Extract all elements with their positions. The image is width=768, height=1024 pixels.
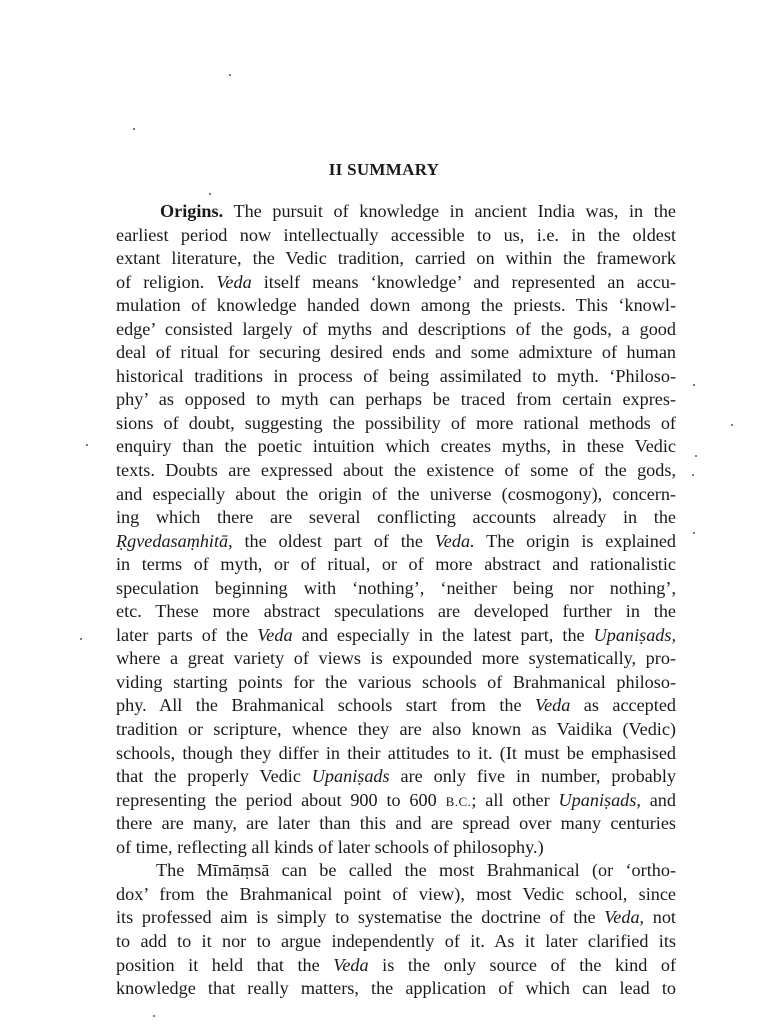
scan-speck — [693, 384, 695, 386]
text-line — [116, 859, 676, 883]
run-italic: Veda — [333, 954, 369, 975]
text-line — [116, 388, 676, 412]
text-line — [116, 624, 676, 648]
text-line — [116, 671, 676, 695]
text-line — [116, 459, 676, 483]
run-italic: Veda — [257, 624, 293, 645]
text-line — [116, 906, 676, 930]
run: , the oldest part of the — [228, 530, 435, 551]
scan-speck — [133, 128, 135, 130]
scan-speck — [86, 444, 88, 446]
run-italic: Veda, — [604, 907, 645, 928]
run-italic: Upaniṣads — [311, 766, 390, 787]
run: its professed aim is simply to systematise the doctrine of the — [116, 907, 605, 928]
run: in terms of myth, or of ritual, or of more abstract and rationalistic — [116, 554, 676, 575]
body-text — [116, 200, 676, 1001]
scan-speck — [153, 1015, 155, 1017]
text-line — [116, 247, 676, 271]
run: speculation beginning with ‘nothing’, ‘neither being nor nothing’, — [116, 577, 676, 598]
text-line — [116, 883, 676, 907]
text-line — [116, 930, 676, 954]
run: The pursuit of knowledge in ancient India was, in the — [223, 201, 676, 221]
run: schools, though they differ in their attitudes to it. (It must be emphasised — [116, 742, 676, 763]
run: phy’ as opposed to myth can perhaps be traced from certain expres- — [116, 389, 676, 410]
text-line — [116, 694, 676, 718]
run: mulation of knowledge handed down among the priests. This ‘knowl- — [116, 295, 676, 316]
text-line — [116, 294, 676, 318]
run: historical traditions in process of being assimilated to myth. ‘Philoso- — [116, 365, 676, 386]
text-line — [116, 977, 676, 1001]
text-line — [116, 553, 676, 577]
text-line — [116, 224, 676, 248]
run: enquiry than the poetic intuition which creates myths, in these Vedic — [116, 436, 676, 457]
run: The Mīmāṃsā can be called the most Brahmanical (or ‘ortho- — [156, 860, 676, 881]
text-line — [116, 954, 676, 978]
run: there are many, are later than this and are spread over many centuries — [116, 813, 676, 834]
text-line — [116, 483, 676, 507]
run: ; all other — [471, 789, 559, 810]
paragraph-mimamsa — [116, 859, 676, 1000]
run: that the properly Vedic — [116, 766, 312, 787]
run: position it held that the — [116, 954, 334, 975]
scan-speck — [693, 532, 695, 534]
run: dox’ from the Brahmanical point of view), most Vedic school, since — [116, 883, 676, 904]
run: to add to it nor to argue independently of it. As it later clarified its — [116, 930, 676, 951]
paragraph-origins — [116, 200, 676, 859]
run: edge’ consisted largely of myths and descriptions of the gods, a good — [116, 318, 676, 339]
text-line — [116, 812, 676, 836]
text-line — [116, 506, 676, 530]
run: later parts of the — [116, 624, 258, 645]
run: earliest period now intellectually accessible to us, i.e. in the oldest — [116, 224, 676, 245]
run: ing which there are several conflicting accounts already in the — [116, 507, 676, 528]
run-italic: Upaniṣads, — [593, 624, 677, 645]
run-italic: Veda — [216, 271, 252, 292]
run-italic: Veda. — [434, 530, 475, 551]
run-italic: Veda — [535, 695, 571, 716]
run: representing the period about 900 to 600 — [116, 789, 446, 810]
scan-speck — [80, 638, 82, 640]
scan-speck — [731, 424, 733, 426]
run-italic: Ṛgvedasaṃhitā — [116, 530, 229, 551]
run: itself means ‘knowledge’ and represented an accu- — [251, 271, 676, 292]
run: tradition or scripture, whence they are also known as Vaidika (Vedic) — [116, 719, 676, 740]
run: sions of doubt, suggesting the possibility of more rational methods of — [116, 412, 676, 433]
text-line — [116, 647, 676, 671]
run: are only five in number, probably — [389, 766, 676, 787]
scan-speck — [229, 74, 231, 76]
section-heading: II SUMMARY — [328, 160, 440, 179]
run: viding starting points for the various schools of Brahmanical philoso- — [116, 671, 676, 692]
scan-speck — [209, 193, 211, 195]
run-italic: Upaniṣads, — [558, 789, 641, 810]
run: where a great variety of views is expounded more systematically, pro- — [116, 648, 676, 669]
scan-speck — [695, 455, 697, 457]
run-bold: Origins. — [160, 201, 224, 221]
run: not — [644, 907, 676, 928]
run: and — [640, 789, 676, 810]
text-line — [116, 836, 676, 860]
run: texts. Doubts are expressed about the existence of some of the gods, — [116, 460, 676, 481]
text-line — [116, 318, 676, 342]
run: deal of ritual for securing desired ends and some admixture of human — [116, 342, 676, 363]
text-line — [116, 765, 676, 789]
text-line — [116, 365, 676, 389]
text-line — [116, 577, 676, 601]
run: of time, reflecting all kinds of later schools of philosophy.) — [116, 836, 544, 857]
text-line — [116, 600, 676, 624]
text-line — [116, 200, 676, 224]
text-line — [116, 742, 676, 766]
scan-speck — [692, 474, 694, 476]
run: as accepted — [570, 695, 676, 716]
run: extant literature, the Vedic tradition, carried on within the framework — [116, 248, 676, 269]
run: etc. These more abstract speculations are developed further in the — [116, 601, 676, 622]
text-line — [116, 530, 676, 554]
text-line — [116, 271, 676, 295]
run: The origin is explained — [474, 530, 676, 551]
run: and especially in the latest part, the — [292, 624, 594, 645]
run: phy. All the Brahmanical schools start from the — [116, 695, 535, 716]
run: and especially about the origin of the universe (cosmogony), concern- — [116, 483, 676, 504]
run: knowledge that really matters, the application of which can lead to — [116, 978, 676, 999]
text-line — [116, 435, 676, 459]
text-line — [116, 412, 676, 436]
run: of religion. — [116, 271, 217, 292]
text-line — [116, 789, 676, 813]
text-line — [116, 341, 676, 365]
run: is the only source of the kind of — [368, 954, 676, 975]
run-smallcaps: B.C. — [445, 793, 472, 809]
text-line — [116, 718, 676, 742]
